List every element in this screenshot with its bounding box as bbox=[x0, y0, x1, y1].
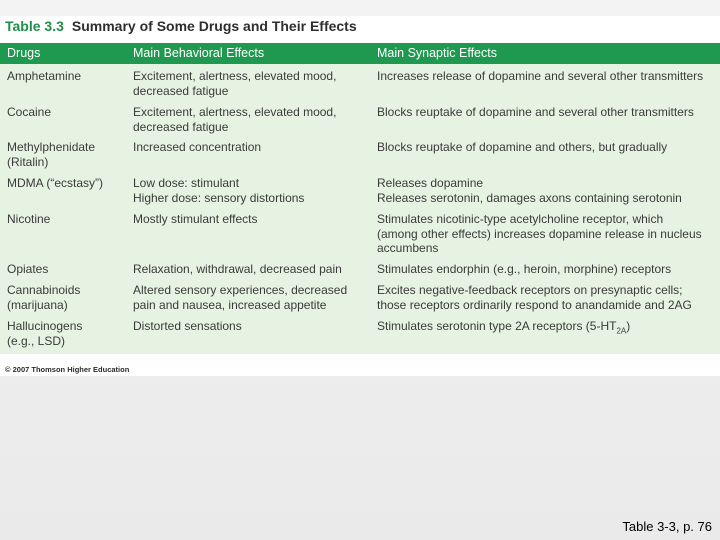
behavioral-effect-cell bbox=[133, 69, 336, 98]
drug-name-cell bbox=[7, 69, 81, 84]
drug-name-cell bbox=[7, 212, 50, 227]
copyright-notice: © 2007 Thomson Higher Education bbox=[5, 365, 130, 374]
behavioral-effect-cell bbox=[133, 283, 347, 312]
behavioral-effect-cell bbox=[133, 262, 342, 277]
table-number: Table 3.3 bbox=[5, 18, 64, 34]
cell-line: Excites negative-feedback receptors on presynaptic cells; bbox=[377, 283, 683, 297]
cell-line: Amphetamine bbox=[7, 69, 82, 83]
cell-line: MDMA (“ecstasy”) bbox=[7, 176, 103, 190]
synaptic-effect-cell bbox=[377, 212, 702, 256]
behavioral-effect-cell bbox=[133, 212, 258, 227]
cell-line bbox=[377, 319, 630, 334]
cell-line: pain and nausea, increased appetite bbox=[133, 297, 327, 312]
drug-name-cell bbox=[7, 105, 51, 120]
cell-line: Stimulates endorphin (e.g., heroin, morphine) receptors bbox=[377, 262, 672, 276]
cell-line: Altered sensory experiences, decreased bbox=[133, 283, 348, 297]
drug-name-cell bbox=[7, 283, 80, 312]
cell-line: Mostly stimulant effects bbox=[133, 212, 258, 226]
drug-name-cell bbox=[7, 262, 48, 277]
cell-line: Blocks reuptake of dopamine and others, but gradually bbox=[377, 140, 668, 154]
synaptic-effect-cell bbox=[377, 319, 630, 334]
subscript: 2A bbox=[616, 326, 627, 336]
header-drugs: Drugs bbox=[7, 46, 41, 60]
drug-name-cell bbox=[7, 140, 95, 169]
behavioral-effect-cell bbox=[133, 319, 242, 334]
cell-line: Stimulates nicotinic-type acetylcholine receptor, which bbox=[377, 212, 664, 226]
behavioral-effect-cell bbox=[133, 176, 304, 205]
cell-line: Cannabinoids bbox=[7, 283, 81, 297]
cell-text: Stimulates serotonin type 2A receptors (5-HT bbox=[377, 319, 617, 333]
table-header-row bbox=[0, 43, 720, 64]
cell-line: (among other effects) increases dopamine release in nucleus bbox=[377, 226, 702, 241]
cell-line: decreased fatigue bbox=[133, 119, 229, 134]
cell-line: Relaxation, withdrawal, decreased pain bbox=[133, 262, 342, 276]
cell-line: (Ritalin) bbox=[7, 154, 49, 169]
cell-line: Increases release of dopamine and several other transmitters bbox=[377, 69, 704, 83]
table-figure bbox=[0, 16, 720, 376]
slide-caption: Table 3-3, p. 76 bbox=[622, 519, 712, 534]
cell-line: Cocaine bbox=[7, 105, 52, 119]
cell-line: (marijuana) bbox=[7, 297, 68, 312]
synaptic-effect-cell bbox=[377, 176, 682, 205]
cell-line: Releases dopamine bbox=[377, 176, 484, 190]
cell-line: Distorted sensations bbox=[133, 319, 242, 333]
cell-line: (e.g., LSD) bbox=[7, 333, 66, 348]
cell-line: Blocks reuptake of dopamine and several other transmitters bbox=[377, 105, 694, 119]
synaptic-effect-cell bbox=[377, 105, 694, 120]
cell-line: Excitement, alertness, elevated mood, bbox=[133, 69, 337, 83]
cell-line: those receptors ordinarily respond to anandamide and 2AG bbox=[377, 297, 692, 312]
cell-text-tail: ) bbox=[626, 319, 631, 333]
cell-line: Nicotine bbox=[7, 212, 51, 226]
header-synaptic-effects: Main Synaptic Effects bbox=[377, 46, 497, 60]
behavioral-effect-cell bbox=[133, 105, 336, 134]
table-title-text: Summary of Some Drugs and Their Effects bbox=[71, 18, 357, 34]
cell-line: Excitement, alertness, elevated mood, bbox=[133, 105, 337, 119]
synaptic-effect-cell bbox=[377, 140, 667, 155]
synaptic-effect-cell bbox=[377, 283, 692, 312]
cell-line: Low dose: stimulant bbox=[133, 176, 240, 190]
cell-line: Increased concentration bbox=[133, 140, 262, 154]
cell-line: Methylphenidate bbox=[7, 140, 96, 154]
drug-name-cell bbox=[7, 319, 82, 348]
header-behavioral-effects: Main Behavioral Effects bbox=[133, 46, 265, 60]
synaptic-effect-cell bbox=[377, 262, 671, 277]
table-body bbox=[0, 64, 720, 354]
cell-line: Releases serotonin, damages axons containing serotonin bbox=[377, 190, 682, 205]
cell-line: Higher dose: sensory distortions bbox=[133, 190, 305, 205]
cell-line: decreased fatigue bbox=[133, 83, 229, 98]
behavioral-effect-cell bbox=[133, 140, 261, 155]
cell-line: Opiates bbox=[7, 262, 49, 276]
cell-line: Hallucinogens bbox=[7, 319, 83, 333]
table-title bbox=[5, 18, 357, 40]
drug-name-cell bbox=[7, 176, 103, 191]
synaptic-effect-cell bbox=[377, 69, 703, 84]
cell-line: accumbens bbox=[377, 241, 439, 255]
